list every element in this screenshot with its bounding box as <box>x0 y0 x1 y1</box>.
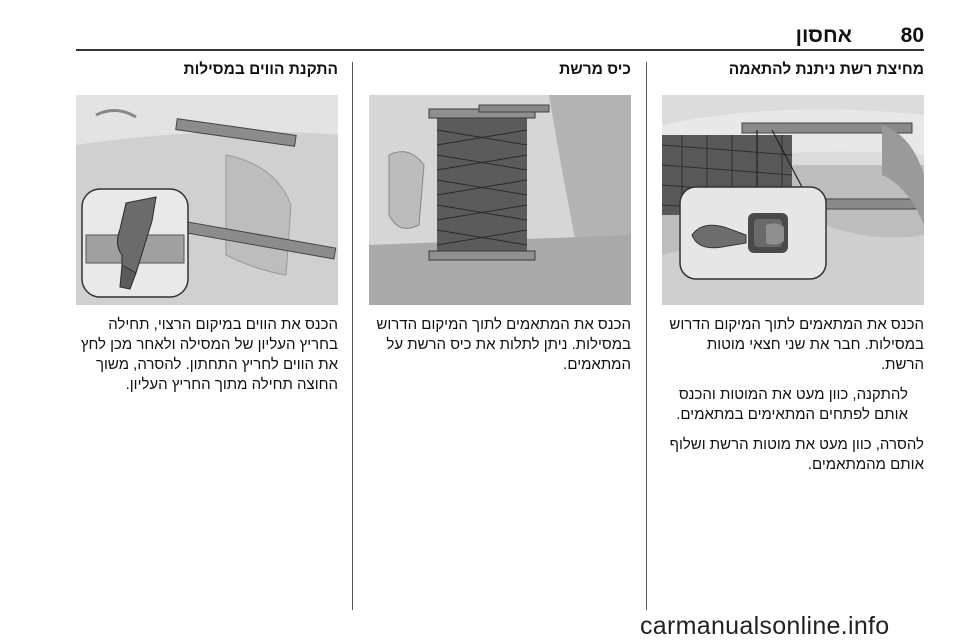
paragraph: הכנס את המתאמים לתוך המיקום הדרוש במסילות. ניתן לתלות את כיס הרשת על המתאמים. <box>376 316 631 373</box>
paragraph: להתקנה, כוון מעט את המוטות והכנס אותם לפתחים המתאימים במתאמים. <box>676 386 908 423</box>
column-heading: התקנת הווים במסילות <box>183 61 338 78</box>
column-net-pocket <box>369 60 631 375</box>
column-heading: כיס מרשת <box>559 61 631 78</box>
column-divider <box>646 62 647 610</box>
paragraph: להסרה, כוון מעט את מוטות הרשת ושלוף אותם מהמתאמים. <box>669 436 924 473</box>
column-divider <box>352 62 353 610</box>
page-number: 80 <box>900 24 924 47</box>
header-rule <box>76 49 924 51</box>
section-title: אחסון <box>795 24 852 47</box>
paragraph: הכנס את הווים במיקום הרצוי, תחילה בחריץ העליון של המסילה ולאחר מכן לחץ את הווים לחריץ התחתון. להסרה, משוך החוצה תחילה מתוך החריץ העליון. <box>80 316 338 393</box>
paragraph: הכנס את המתאמים לתוך המיקום הדרוש במסילות. חבר את שני חצאי מוטות הרשת. <box>669 316 924 373</box>
illustration-hooks-in-rails <box>76 95 338 305</box>
page-header <box>0 0 960 52</box>
illustration-net-pocket <box>369 95 631 305</box>
watermark-text: carmanualsonline.info <box>640 612 890 640</box>
column-adjustable-net <box>662 60 924 475</box>
column-heading: מחיצת רשת ניתנת להתאמה <box>728 61 924 78</box>
column-hook-installation <box>76 60 338 395</box>
illustration-net-partition <box>662 95 924 305</box>
